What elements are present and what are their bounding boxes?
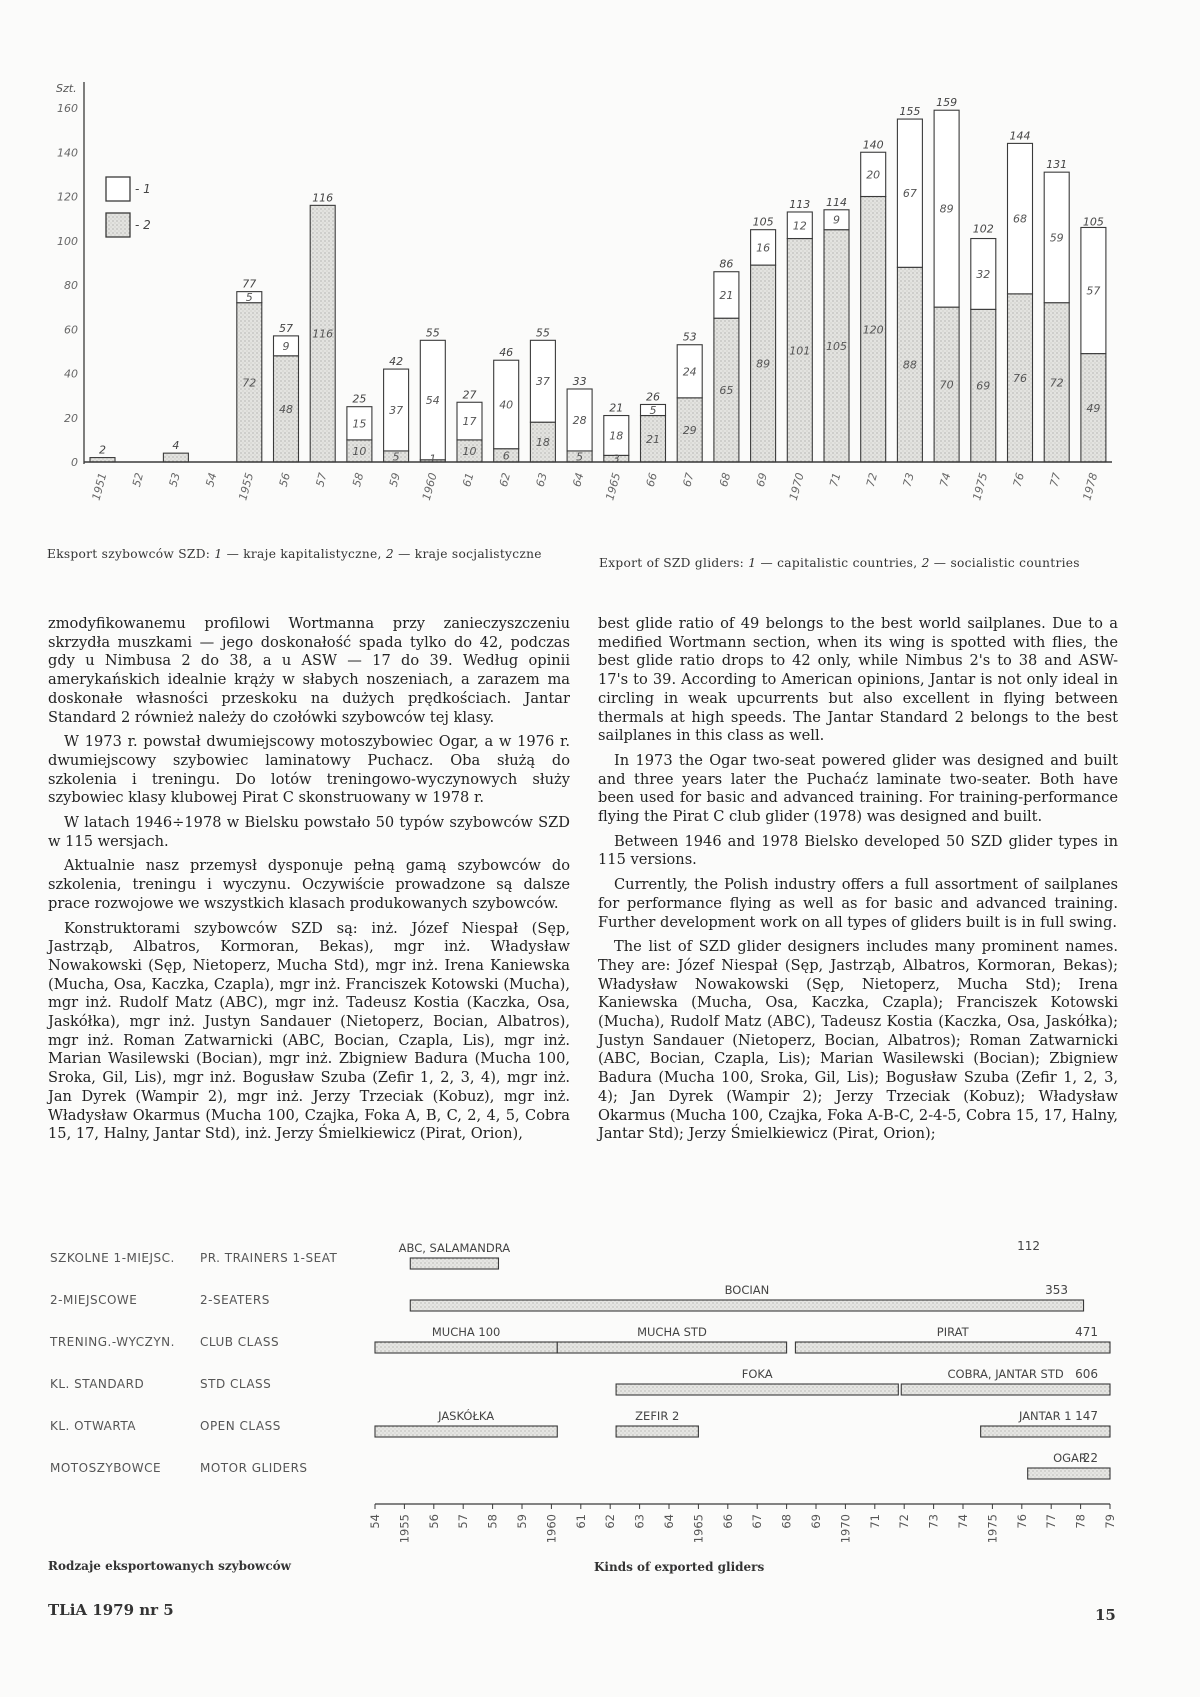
- y-tick-label: 40: [64, 367, 78, 381]
- x-tick-label: 72: [863, 471, 881, 489]
- bar-total-label: 114: [826, 195, 847, 209]
- x-tick-label: 62: [496, 471, 514, 489]
- x-tick-label: 63: [533, 471, 550, 489]
- bar-total-label: 140: [862, 138, 884, 152]
- chart-legend: [106, 177, 151, 237]
- timeline-bar-label: ZEFIR 2: [635, 1409, 680, 1423]
- x-tick-label: 57: [313, 471, 330, 489]
- timeline-bar-label: OGAR: [1053, 1451, 1087, 1465]
- timeline-bar-label: JASKÓŁKA: [438, 1409, 495, 1423]
- bar-group-57: [310, 191, 335, 462]
- segment-label-socialistic: 18: [535, 436, 550, 450]
- y-tick-label: 100: [57, 234, 78, 248]
- x-tick-label: 58: [350, 471, 367, 489]
- x-tick-label: 64: [570, 471, 587, 489]
- caption-text: — capitalistic countries,: [756, 556, 922, 570]
- caption-text: Export of SZD gliders:: [599, 556, 749, 570]
- bar-total-label: 2: [99, 443, 106, 457]
- segment-label-capitalistic: 28: [572, 413, 587, 427]
- row-label-pl: 2-MIEJSCOWE: [50, 1293, 138, 1307]
- timeline-bar: [410, 1300, 1083, 1311]
- timeline-tick-label: 68: [779, 1514, 794, 1529]
- paragraph: W latach 1946÷1978 w Bielsku powstało 50 typów szybowców SZD w 115 wersjach.: [48, 814, 570, 850]
- timeline-row: [50, 1367, 1110, 1395]
- timeline-bar: [795, 1342, 1110, 1353]
- timeline-tick-label: 78: [1073, 1514, 1088, 1529]
- timeline-tick-label: 54: [368, 1514, 382, 1529]
- bar-group-68: [714, 258, 739, 462]
- bar-total-label: 55: [535, 326, 550, 340]
- x-tick-label: 74: [937, 471, 954, 489]
- segment-label-capitalistic: 89: [939, 202, 954, 216]
- timeline-caption-pl: Rodzaje eksportowanych szybowców: [48, 1559, 291, 1573]
- paragraph: best glide ratio of 49 belongs to the best world sailplanes. Due to a medified Wortmann section, when its wing is spotted with flies, the best glide ratio drops to 42 only, while Nimbus 2's to 38 and ASW-17's to 39. According to American opinions, Jantar is not only ideal in circling in weak upcurrents but also excellent in flying between thermals at high speeds. The Jantar Standard 2 belongs to the best sailplanes in this class as well.: [598, 615, 1118, 745]
- segment-label-socialistic: 88: [902, 358, 917, 372]
- bar-group-76: [1008, 129, 1033, 462]
- segment-label-capitalistic: 5: [245, 291, 253, 305]
- segment-label-capitalistic: 57: [1086, 284, 1101, 298]
- x-tick-label: 68: [717, 471, 734, 489]
- bar-total-label: 116: [312, 191, 334, 205]
- paragraph: W 1973 r. powstał dwumiejscowy motoszybowiec Ogar, a w 1976 r. dwumiejscowy szybowiec laminatowy Puchacz. Oba służą do szkolenia i treningu. Do lotów treningowo-wyczynowych służy szybowiec klasy klubowej Pirat C skonstruowany w 1978 r.: [48, 733, 570, 807]
- timeline-bar: [1028, 1468, 1110, 1479]
- bar-group-58: [347, 393, 372, 462]
- bar-total-label: 46: [499, 346, 514, 360]
- timeline-bar: [375, 1342, 557, 1353]
- bar-total-label: 53: [682, 330, 697, 344]
- timeline-bar-label: MUCHA STD: [637, 1325, 707, 1339]
- caption-text: — socialistic countries: [929, 556, 1080, 570]
- bar-group-73: [897, 105, 922, 462]
- chart-caption-pl: [47, 548, 567, 561]
- bar-group-1960: [420, 326, 445, 465]
- segment-label-socialistic: 65: [719, 384, 734, 398]
- timeline-tick-label: 58: [485, 1514, 500, 1529]
- segment-label-capitalistic: 5: [649, 404, 657, 418]
- timeline-row: [50, 1451, 1110, 1479]
- bar-group-71: [824, 196, 849, 462]
- segment-label-capitalistic: 40: [499, 398, 514, 412]
- bar-group-66: [641, 390, 666, 462]
- article-column-pl: [48, 615, 570, 1150]
- article-column-en: [598, 615, 1118, 1150]
- timeline-tick-label: 1970: [838, 1514, 853, 1544]
- y-tick-label: 80: [64, 279, 78, 292]
- bar-group-56: [274, 322, 299, 462]
- row-label-en: OPEN CLASS: [200, 1419, 281, 1433]
- timeline-bar-label: ABC, SALAMANDRA: [398, 1241, 511, 1255]
- segment-label-socialistic: 120: [862, 323, 884, 337]
- segment-label-capitalistic: 32: [976, 267, 991, 281]
- timeline-tick-label: 1960: [544, 1514, 559, 1544]
- y-tick-label: 120: [57, 190, 78, 204]
- segment-label-capitalistic: 9: [833, 213, 840, 227]
- bar-group-1970: [787, 198, 812, 462]
- row-total: 471: [1075, 1325, 1098, 1339]
- row-total: 353: [1045, 1283, 1068, 1297]
- timeline-tick-label: 63: [632, 1514, 647, 1529]
- bar-total-label: 33: [572, 374, 587, 388]
- segment-label-capitalistic: 37: [535, 375, 550, 389]
- timeline-tick-label: 64: [662, 1514, 676, 1529]
- segment-label-capitalistic: 12: [792, 219, 807, 233]
- segment-label-socialistic: 10: [352, 444, 367, 458]
- bar-total-label: 57: [279, 321, 293, 335]
- timeline-tick-label: 67: [750, 1514, 765, 1529]
- bar-group-63: [530, 326, 555, 462]
- row-label-en: 2-SEATERS: [200, 1293, 270, 1307]
- journal-issue: TLiA 1979 nr 5: [48, 1601, 174, 1619]
- paragraph: zmodyfikowanemu profilowi Wortmanna przy zanieczyszczeniu skrzydła muszkami — jego doskonałość spada tylko do 42, podczas gdy u Nimbusa 2 do 38, a u ASW — 17 do 39. Według opinii amerykańskich idealnie krąży w słabych noszeniach, a zarazem ma doskonałe własności przeskoku na dużych prędkościach. Jantar Standard 2 również należy do czołówki szybowców tej klasy.: [48, 615, 570, 726]
- segment-label-socialistic: 116: [312, 327, 334, 341]
- x-tick-label: 52: [129, 471, 147, 489]
- row-label-pl: KL. OTWARTA: [50, 1419, 136, 1433]
- timeline-bar: [616, 1426, 698, 1437]
- row-label-en: PR. TRAINERS 1-SEAT: [200, 1251, 338, 1265]
- bar-group-77: [1044, 158, 1069, 462]
- x-tick-label: 71: [827, 471, 844, 489]
- segment-label-socialistic: 72: [242, 376, 257, 390]
- bar-total-label: 42: [389, 355, 404, 369]
- row-label-en: CLUB CLASS: [200, 1335, 280, 1349]
- bar-total-label: 86: [719, 257, 734, 271]
- bar-total-label: 105: [1082, 215, 1104, 229]
- paragraph: Between 1946 and 1978 Bielsko developed 50 SZD glider types in 115 versions.: [598, 832, 1118, 869]
- segment-label-socialistic: 76: [1013, 371, 1027, 385]
- segment-label-capitalistic: 21: [719, 288, 734, 302]
- bar-total-label: 4: [172, 439, 180, 453]
- chart-caption-en: [599, 557, 1119, 570]
- segment-label-capitalistic: 15: [352, 417, 367, 431]
- x-tick-label: 53: [166, 471, 183, 489]
- segment-label-capitalistic: 68: [1013, 212, 1027, 226]
- legend-swatch-2: [106, 213, 130, 237]
- paragraph: Konstruktorami szybowców SZD są: inż. Józef Niespał (Sęp, Jastrząb, Albatros, Kormoran, Bekas), mgr inż. Władysław Nowakowski (Sęp, Nietoperz, Mucha Std), mgr inż. Irena Kaniewska (Mucha, Osa, Kaczka, Czapla), mgr inż. Franciszek Kotowski (Mucha), mgr inż. Rudolf Matz (ABC), mgr inż. Tadeusz Kostia (Kaczka, Osa, Jaskółka), mgr inż. Justyn Sandauer (Nietoperz, Bocian, Albatros), mgr inż. Roman Zatwarnicki (ABC, Bocian, Czapla, Lis), mgr inż. Marian Wasilewski (Bocian), mgr inż. Zbigniew Badura (Mucha 100, Sroka, Gil, Lis), mgr inż. Bogusław Szuba (Zefir 1, 2, 3, 4), mgr inż. Jan Dyrek (Wampir 2), mgr inż. Jerzy Trzeciak (Kobuz), mgr inż. Władysław Okarmus (Mucha 100, Czajka, Foka A, B, C, 2, 4, 5, Cobra 15, 17, Halny, Jantar Std), inż. Jerzy Śmielkiewicz (Pirat, Orion),: [48, 919, 570, 1143]
- timeline-row: [50, 1283, 1084, 1311]
- legend-label: - 2: [135, 218, 151, 232]
- x-tick-label: 73: [900, 471, 917, 489]
- timeline-tick-label: 1975: [985, 1514, 1000, 1544]
- timeline-tick-label: 59: [515, 1514, 529, 1529]
- x-tick-label: 54: [203, 471, 220, 489]
- y-tick-label: 20: [64, 411, 78, 425]
- x-tick-label: 1960: [419, 471, 440, 502]
- segment-label-capitalistic: 54: [425, 394, 440, 408]
- segment-label-socialistic: 105: [826, 339, 847, 353]
- bar-total-label: 102: [972, 222, 994, 236]
- timeline-axis: [368, 1504, 1117, 1543]
- segment-label-socialistic: 5: [576, 450, 584, 464]
- timeline-tick-label: 62: [603, 1514, 618, 1529]
- timeline-tick-label: 71: [867, 1514, 882, 1529]
- row-label-en: MOTOR GLIDERS: [200, 1461, 308, 1475]
- row-total: 147: [1075, 1409, 1098, 1423]
- x-tick-label: 67: [680, 471, 697, 489]
- timeline-tick-label: 72: [897, 1514, 912, 1529]
- bar-group-1965: [604, 402, 629, 466]
- caption-key-1: 1: [214, 547, 223, 561]
- row-label-pl: KL. STANDARD: [50, 1377, 145, 1391]
- x-axis: [84, 462, 1112, 502]
- bar-total-label: 21: [609, 401, 624, 415]
- timeline-caption-en: Kinds of exported gliders: [594, 1560, 765, 1574]
- segment-label-socialistic: 5: [392, 450, 400, 464]
- paragraph: The list of SZD glider designers includes many prominent names. They are: Józef Niespał (Sęp, Jastrząb, Albatros, Kormoran, Bekas); Władysław Nowakowski (Sęp, Nietoperz, Mucha Std); Irena Kaniewska (Mucha, Osa, Kaczka, Czapla); Franciszek Kotowski (Mucha), Rudolf Matz (ABC), Tadeusz Kostia (Kaczka, Osa, Jaskółka); Justyn Sandauer (Nietoperz, Bocian, Albatros); Roman Zatwarnicki (ABC, Bocian, Czapla, Lis); Marian Wasilewski (Bocian); Zbigniew Badura (Mucha 100, Sroka, Gil, Lis); Bogusław Szuba (Zefir 1, 2, 3, 4); Jan Dyrek (Wampir 2); Jerzy Trzeciak (Kobuz); Władysław Okarmus (Mucha 100, Czajka, Foka A-B-C, 2-4-5, Cobra 15, 17, Halny, Jantar Std); Jerzy Śmielkiewicz (Pirat, Orion);: [598, 938, 1118, 1143]
- bar-socialistic: [163, 453, 188, 462]
- bar-group-67: [677, 331, 702, 462]
- bar-total-label: 25: [352, 392, 367, 406]
- caption-key-2: 2: [385, 547, 394, 561]
- timeline-row: [50, 1239, 1040, 1269]
- timeline-bar-label: BOCIAN: [724, 1283, 770, 1297]
- bar-group-1955: [237, 278, 262, 462]
- bar-group-53: [163, 439, 188, 462]
- timeline-tick-label: 56: [426, 1514, 441, 1529]
- bar-total-label: 55: [425, 326, 440, 340]
- timeline-bar-label: JANTAR 1: [1019, 1409, 1072, 1423]
- timeline-tick-label: 77: [1044, 1514, 1059, 1529]
- row-total: 22: [1082, 1451, 1098, 1465]
- timeline-bar: [981, 1426, 1110, 1437]
- timeline-tick-label: 74: [956, 1514, 970, 1529]
- bar-total-label: 27: [462, 388, 477, 402]
- y-tick-label: 60: [64, 323, 78, 337]
- x-tick-label: 66: [643, 471, 660, 489]
- caption-text: — kraje socjalistyczne: [393, 547, 542, 561]
- timeline-row: [50, 1408, 1110, 1437]
- timeline-tick-label: 57: [456, 1514, 471, 1529]
- row-total: 112: [1017, 1239, 1040, 1253]
- bar-total-label: 144: [1009, 129, 1031, 143]
- timeline-tick-label: 79: [1103, 1514, 1117, 1529]
- bar-group-1975: [971, 222, 996, 462]
- caption-key-1: 1: [748, 556, 757, 570]
- timeline-tick-label: 69: [809, 1514, 823, 1529]
- segment-label-socialistic: 89: [756, 357, 771, 371]
- paragraph: In 1973 the Ogar two-seat powered glider was designed and built and three years later the Puchaćz laminate two-seater. Both have been used for basic and advanced training. For training-performance flying the Pirat C club glider (1978) was designed and built.: [598, 751, 1118, 826]
- x-tick-label: 1978: [1080, 471, 1101, 502]
- segment-label-socialistic: 10: [462, 444, 477, 458]
- segment-label-capitalistic: 59: [1049, 231, 1064, 245]
- x-tick-label: 1951: [89, 471, 110, 502]
- paragraph: Aktualnie nasz przemysł dysponuje pełną gamą szybowców do szkolenia, treningu i wyczynu. Oczywiście prowadzone są dalsze prace rozwojowe we wszystkich klasach produkowanych szybowców.: [48, 857, 570, 912]
- timeline-bar: [616, 1384, 898, 1395]
- segment-label-capitalistic: 18: [609, 429, 624, 443]
- timeline-bar: [557, 1342, 786, 1353]
- paragraph: Currently, the Polish industry offers a full assortment of sailplanes for performance flying as well as for basic and advanced training. Further development work on all types of gliders built is in full swing.: [598, 876, 1118, 931]
- bar-group-64: [567, 375, 592, 463]
- row-label-pl: MOTOSZYBOWCE: [50, 1461, 162, 1475]
- segment-label-capitalistic: 16: [756, 241, 771, 255]
- timeline-bar: [901, 1384, 1110, 1395]
- segment-label-socialistic: 3: [612, 452, 620, 466]
- bar-total-label: 113: [789, 197, 811, 211]
- row-label-en: STD CLASS: [200, 1377, 272, 1391]
- timeline-bar-label: FOKA: [741, 1367, 773, 1381]
- row-total: 606: [1075, 1367, 1098, 1381]
- timeline-bar-label: PIRAT: [936, 1325, 969, 1339]
- x-tick-label: 56: [276, 471, 293, 489]
- segment-label-socialistic: 21: [646, 432, 660, 446]
- timeline-tick-label: 66: [720, 1514, 735, 1529]
- legend-swatch-1: [106, 177, 130, 201]
- segment-label-capitalistic: 20: [866, 168, 881, 182]
- bar-total-label: 155: [899, 105, 921, 119]
- row-label-pl: SZKOLNE 1-MIEJSC.: [50, 1251, 175, 1265]
- x-tick-label: 69: [753, 471, 770, 489]
- y-tick-label: 160: [57, 102, 78, 115]
- segment-label-socialistic: 101: [789, 344, 811, 358]
- bar-group-74: [934, 96, 959, 462]
- segment-label-socialistic: 48: [279, 402, 293, 416]
- bar-group-59: [384, 355, 409, 463]
- segment-label-socialistic: 69: [976, 379, 991, 393]
- y-axis: [56, 82, 84, 469]
- segment-label-capitalistic: 17: [462, 415, 477, 429]
- bar-group-1978: [1081, 216, 1106, 462]
- caption-text: Eksport szybowców SZD:: [47, 547, 215, 561]
- y-axis-unit: Szt.: [56, 82, 77, 95]
- timeline-tick-label: 1955: [397, 1514, 412, 1544]
- segment-label-socialistic: 6: [502, 449, 510, 463]
- x-tick-label: 1965: [603, 471, 624, 502]
- bar-group-69: [751, 216, 776, 462]
- bar-total-label: 105: [752, 215, 774, 229]
- x-tick-label: 61: [460, 471, 477, 489]
- x-tick-label: 59: [386, 471, 403, 489]
- glider-types-timeline: [0, 1230, 1200, 1550]
- timeline-bar: [410, 1258, 498, 1269]
- caption-text: — kraje kapitalistyczne,: [222, 547, 386, 561]
- segment-label-capitalistic: 67: [902, 187, 917, 201]
- caption-key-2: 2: [921, 556, 930, 570]
- timeline-bar: [375, 1426, 557, 1437]
- x-tick-label: 1970: [786, 471, 807, 502]
- legend-label: - 1: [135, 182, 151, 196]
- bar-series: [90, 96, 1106, 465]
- segment-label-socialistic: 1: [429, 452, 437, 466]
- x-tick-label: 76: [1010, 471, 1027, 489]
- y-tick-label: 140: [57, 146, 78, 160]
- bar-total-label: 77: [242, 277, 257, 291]
- segment-label-capitalistic: 37: [389, 404, 404, 418]
- bar-group-72: [861, 138, 886, 462]
- x-tick-label: 77: [1047, 471, 1064, 489]
- bar-total-label: 26: [646, 390, 660, 404]
- page-number: 15: [1095, 1606, 1116, 1624]
- x-tick-label: 1975: [970, 471, 991, 502]
- timeline-tick-label: 61: [573, 1514, 588, 1529]
- timeline-bar-label: COBRA, JANTAR STD: [947, 1367, 1064, 1381]
- segment-label-capitalistic: 9: [282, 339, 290, 353]
- x-tick-label: 1955: [236, 471, 257, 502]
- segment-label-socialistic: 70: [939, 378, 954, 392]
- y-tick-label: 0: [71, 456, 78, 469]
- timeline-row: [49, 1325, 1110, 1353]
- timeline-tick-label: 73: [926, 1514, 941, 1529]
- timeline-tick-label: 1965: [691, 1514, 706, 1544]
- segment-label-socialistic: 72: [1049, 376, 1064, 390]
- bar-group-62: [494, 346, 519, 462]
- timeline-tick-label: 76: [1014, 1514, 1029, 1529]
- export-bar-chart: [0, 0, 1200, 540]
- bar-group-1951: [90, 444, 115, 462]
- bar-total-label: 131: [1046, 158, 1068, 172]
- segment-label-socialistic: 49: [1086, 401, 1101, 415]
- segment-label-capitalistic: 24: [682, 365, 697, 379]
- bar-total-label: 159: [936, 96, 958, 110]
- row-label-pl: TRENING.-WYCZYN.: [50, 1335, 175, 1349]
- timeline-rows: [49, 1239, 1110, 1479]
- timeline-bar-label: MUCHA 100: [431, 1325, 501, 1339]
- bar-group-61: [457, 388, 482, 462]
- segment-label-socialistic: 29: [682, 423, 697, 437]
